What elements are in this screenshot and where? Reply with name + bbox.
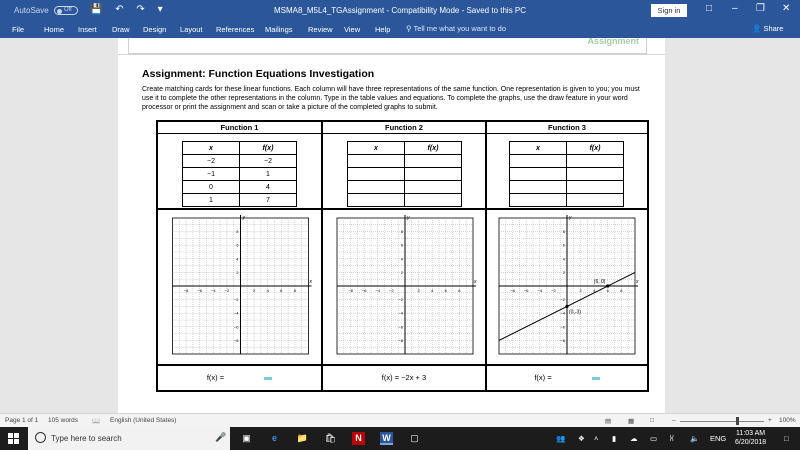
x-tick-label: −4 xyxy=(375,288,381,293)
x-tick-label: −2 xyxy=(551,288,556,293)
language-label[interactable]: English (United States) xyxy=(110,417,177,424)
table-row xyxy=(183,155,297,168)
tab-view[interactable]: View xyxy=(344,25,361,34)
table-cell[interactable] xyxy=(510,155,567,168)
word-icon[interactable]: W xyxy=(380,432,393,445)
x-tick-label: −4 xyxy=(537,288,543,293)
x-tick-label: −6 xyxy=(361,288,367,293)
tab-layout[interactable]: Layout xyxy=(180,25,203,34)
x-tick-label: 4 xyxy=(431,288,434,293)
previous-page-fragment xyxy=(118,38,665,55)
dropbox-icon[interactable]: ❖ xyxy=(578,434,585,443)
values-section xyxy=(487,134,647,210)
table-cell[interactable]: 0 xyxy=(183,181,240,194)
y-tick-label: −4 xyxy=(398,310,403,316)
battery-icon[interactable]: ▮ xyxy=(612,434,617,443)
onedrive-icon[interactable]: ☁ xyxy=(630,434,638,443)
x-tick-label: 8 xyxy=(620,288,623,293)
values-table xyxy=(182,141,297,207)
table-cell[interactable]: −1 xyxy=(183,168,240,181)
equation-text: f(x) = −2x + 3 xyxy=(381,373,427,382)
x-axis-label: x xyxy=(474,279,477,285)
x-tick-label: −8 xyxy=(510,288,515,293)
sign-in-button[interactable]: Sign in xyxy=(651,4,687,17)
proofing-icon[interactable]: 📖 xyxy=(92,418,101,425)
ribbon-display-icon[interactable]: □ xyxy=(706,3,713,14)
netflix-icon[interactable]: N xyxy=(352,432,365,445)
y-axis-label: y xyxy=(407,215,410,221)
table-cell[interactable] xyxy=(567,194,624,207)
table-cell[interactable]: 4 xyxy=(240,181,297,194)
ribbon-tabs xyxy=(0,21,800,38)
function-column-3 xyxy=(487,122,647,390)
clock-date: 6/20/2018 xyxy=(735,439,767,446)
x-tick-label: 2 xyxy=(417,288,420,293)
point-label: (6, 0) xyxy=(593,279,606,285)
x-axis-label: x xyxy=(309,279,312,285)
table-cell[interactable] xyxy=(510,194,567,207)
x-tick-label: −4 xyxy=(211,288,216,293)
y-tick-label: −2 xyxy=(398,297,403,303)
y-tick-label: 4 xyxy=(236,256,239,262)
table-row xyxy=(348,194,462,207)
fx-header: f(x) xyxy=(240,142,297,155)
undo-icon[interactable]: ↶ xyxy=(115,4,124,15)
notifications-icon[interactable]: □ xyxy=(784,434,789,443)
save-icon[interactable]: 💾 xyxy=(90,4,103,15)
x-tick-label: 6 xyxy=(280,288,283,293)
zoom-slider-thumb[interactable] xyxy=(736,417,739,425)
table-row xyxy=(348,181,462,194)
autosave-state: Off xyxy=(63,7,72,14)
table-cell[interactable]: 1 xyxy=(183,194,240,207)
x-header: x xyxy=(348,142,405,155)
table-cell[interactable] xyxy=(567,155,624,168)
y-tick-label: 4 xyxy=(562,256,565,262)
table-row xyxy=(510,168,624,181)
tell-me-search[interactable] xyxy=(406,24,506,33)
table-row xyxy=(510,194,624,207)
y-tick-label: −8 xyxy=(398,337,403,343)
zoom-slider[interactable] xyxy=(680,421,764,422)
function-column-1 xyxy=(158,122,323,390)
y-tick-label: −8 xyxy=(233,337,239,343)
table-row xyxy=(510,155,624,168)
y-tick-label: 4 xyxy=(400,256,403,262)
y-tick-label: −6 xyxy=(560,324,565,330)
table-cell[interactable]: 1 xyxy=(240,168,297,181)
table-cell[interactable] xyxy=(348,181,405,194)
y-tick-label: 2 xyxy=(562,269,565,275)
values-section xyxy=(323,134,485,210)
column-header: Function 1 xyxy=(158,122,321,134)
y-tick-label: 2 xyxy=(400,269,403,275)
cortana-icon xyxy=(35,432,46,443)
table-cell[interactable] xyxy=(348,168,405,181)
table-cell[interactable]: 7 xyxy=(240,194,297,207)
document-page[interactable] xyxy=(118,38,665,413)
x-axis-label: x xyxy=(636,279,639,285)
blank-field[interactable] xyxy=(264,377,272,380)
input-language[interactable]: ENG xyxy=(710,434,727,443)
y-tick-label: 6 xyxy=(562,242,565,248)
share-button[interactable] xyxy=(752,24,783,33)
equation-text[interactable]: f(x) = xyxy=(206,373,225,382)
blank-field[interactable] xyxy=(592,377,600,380)
x-tick-label: 8 xyxy=(293,288,297,293)
table-row xyxy=(183,194,297,207)
tab-draw[interactable]: Draw xyxy=(112,25,130,34)
column-header: Function 2 xyxy=(323,122,485,134)
values-section xyxy=(158,134,321,210)
table-row xyxy=(510,181,624,194)
tell-me-placeholder: Tell me what you want to do xyxy=(413,24,507,33)
windows-start-icon[interactable] xyxy=(8,433,19,444)
taskbar-search[interactable] xyxy=(28,427,230,450)
customize-icon[interactable]: ▾ xyxy=(157,4,163,15)
lightbulb-icon: ⚲ xyxy=(406,24,412,33)
table-cell[interactable] xyxy=(348,194,405,207)
y-tick-label: 8 xyxy=(236,229,239,235)
table-cell[interactable] xyxy=(405,155,462,168)
taskbar-search-placeholder: Type here to search xyxy=(51,434,122,443)
graph-section xyxy=(487,210,647,366)
graph-point xyxy=(565,305,568,308)
coordinate-grid[interactable] xyxy=(323,210,487,366)
focus-mode-icon[interactable]: ▤ xyxy=(605,418,612,425)
y-tick-label: −6 xyxy=(233,324,239,330)
share-icon: 👤 xyxy=(752,24,762,33)
zoom-in-icon[interactable]: + xyxy=(768,417,772,424)
table-row xyxy=(348,155,462,168)
tab-help[interactable]: Help xyxy=(375,25,391,34)
instructions-text: Create matching cards for these linear functions. Each column will have three representations of the same function. One representation is given to you; you must use it to complete the other representations in the column. Type in the table values and equations. To complete the graphs, use the draw feature in your word processor or print the assignment and scan or take a picture of the completed graphs to submit. xyxy=(142,86,640,111)
x-tick-label: −2 xyxy=(224,288,230,293)
previous-page-box xyxy=(128,38,647,54)
app-icon[interactable]: ▢ xyxy=(410,433,419,443)
x-tick-label: −6 xyxy=(197,288,202,293)
graph-section xyxy=(158,210,321,366)
people-icon[interactable]: 👥 xyxy=(556,434,566,443)
x-tick-label: −8 xyxy=(348,288,353,293)
volume-icon[interactable]: 🔈 xyxy=(690,434,700,443)
edge-icon[interactable]: e xyxy=(271,433,277,443)
graph-section xyxy=(323,210,485,366)
x-tick-label: 2 xyxy=(579,288,582,293)
x-tick-label: 6 xyxy=(444,288,447,293)
equation-text[interactable]: f(x) = xyxy=(534,373,552,382)
table-cell[interactable] xyxy=(510,168,567,181)
y-tick-label: 8 xyxy=(400,229,403,235)
web-layout-icon[interactable]: □ xyxy=(650,417,654,424)
display-icon[interactable]: ▭ xyxy=(650,434,658,443)
x-tick-label: 4 xyxy=(266,288,269,293)
zoom-out-icon[interactable]: – xyxy=(672,417,676,424)
x-tick-label: 8 xyxy=(458,288,461,293)
table-row xyxy=(183,168,297,181)
table-cell[interactable]: −2 xyxy=(183,155,240,168)
y-tick-label: −8 xyxy=(560,337,565,343)
x-tick-label: 6 xyxy=(606,288,609,293)
previous-page-text: Assignment xyxy=(587,38,639,46)
title-bar xyxy=(0,0,800,21)
table-cell[interactable] xyxy=(405,168,462,181)
y-axis-label: y xyxy=(569,215,572,221)
redo-icon[interactable]: ↷ xyxy=(136,4,145,15)
y-tick-label: −4 xyxy=(560,310,565,316)
minimize-icon[interactable]: – xyxy=(732,3,738,14)
table-cell[interactable] xyxy=(510,181,567,194)
tab-file[interactable]: File xyxy=(12,25,25,34)
autosave-label: AutoSave xyxy=(14,6,49,15)
x-tick-label: 2 xyxy=(252,288,256,293)
clock[interactable] xyxy=(735,429,766,447)
document-title: MSMA8_M5L4_TGAssignment - Compatibility Mode - Saved to this PC xyxy=(273,6,527,15)
x-tick-label: −8 xyxy=(183,288,189,293)
tab-design[interactable]: Design xyxy=(143,25,167,34)
y-axis-label: y xyxy=(242,215,245,221)
table-row xyxy=(183,181,297,194)
coordinate-grid[interactable] xyxy=(158,210,323,366)
values-table xyxy=(347,141,462,207)
table-cell[interactable] xyxy=(405,194,462,207)
y-tick-label: 8 xyxy=(562,229,565,235)
x-header: x xyxy=(183,142,240,155)
y-tick-label: −2 xyxy=(560,297,565,303)
y-tick-label: 6 xyxy=(236,242,239,248)
wifi-icon[interactable]: ⩆ xyxy=(670,434,674,443)
maximize-icon[interactable]: ❐ xyxy=(756,3,765,14)
graph-point xyxy=(606,284,609,287)
x-tick-label: 4 xyxy=(593,288,596,293)
store-icon[interactable]: 🛍 xyxy=(324,433,337,443)
column-header: Function 3 xyxy=(487,122,647,134)
share-label: Share xyxy=(763,24,784,33)
table-cell[interactable] xyxy=(348,155,405,168)
microphone-icon[interactable]: 🎤 xyxy=(215,432,227,442)
document-area[interactable] xyxy=(0,38,800,413)
y-tick-label: 2 xyxy=(236,269,239,275)
point-label: (0,-3) xyxy=(569,309,581,316)
tab-insert[interactable]: Insert xyxy=(78,25,97,34)
taskbar xyxy=(0,427,800,450)
table-cell[interactable] xyxy=(567,168,624,181)
x-tick-label: −2 xyxy=(389,288,394,293)
zoom-level[interactable]: 100% xyxy=(779,417,796,424)
equation-section xyxy=(487,366,647,390)
tab-review[interactable]: Review xyxy=(308,25,333,34)
function-table xyxy=(156,120,649,392)
table-cell[interactable] xyxy=(567,181,624,194)
tab-references[interactable]: References xyxy=(216,25,255,34)
x-tick-label: −6 xyxy=(523,288,529,293)
y-tick-label: 6 xyxy=(400,242,403,248)
status-bar xyxy=(0,413,800,427)
y-tick-label: −4 xyxy=(233,310,239,316)
equation-section xyxy=(158,366,321,390)
show-hidden-icon[interactable]: ˄ xyxy=(594,434,599,443)
coordinate-grid[interactable] xyxy=(487,210,647,366)
function-column-2 xyxy=(323,122,487,390)
fx-header: f(x) xyxy=(405,142,462,155)
x-header: x xyxy=(510,142,567,155)
page-count[interactable]: Page 1 of 1 xyxy=(5,417,39,424)
file-explorer-icon[interactable]: 📁 xyxy=(296,433,309,443)
table-cell[interactable]: −2 xyxy=(240,155,297,168)
assignment-title: Assignment: Function Equations Investigation xyxy=(142,68,375,80)
close-icon[interactable]: ✕ xyxy=(782,3,791,14)
task-view-icon[interactable]: ▣ xyxy=(242,433,251,443)
tab-mailings[interactable]: Mailings xyxy=(265,25,293,34)
word-count[interactable]: 105 words xyxy=(48,417,78,424)
read-mode-icon[interactable]: ▦ xyxy=(628,418,635,425)
tab-home[interactable]: Home xyxy=(44,25,65,34)
values-table xyxy=(509,141,624,207)
y-tick-label: −2 xyxy=(233,297,239,303)
y-tick-label: −6 xyxy=(398,324,403,330)
fx-header: f(x) xyxy=(567,142,624,155)
table-row xyxy=(348,168,462,181)
equation-section xyxy=(323,366,485,390)
table-cell[interactable] xyxy=(405,181,462,194)
clock-time: 11:03 AM xyxy=(736,430,766,437)
